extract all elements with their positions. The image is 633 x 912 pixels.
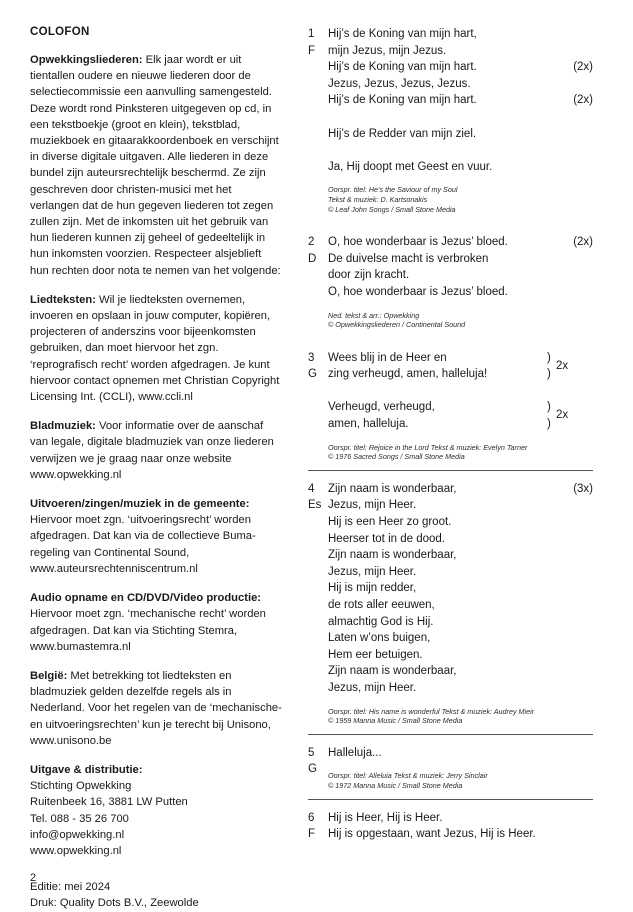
lyric-line <box>328 810 593 827</box>
lyric-text: Heerser tot in de dood. <box>328 532 445 545</box>
lyric-line <box>328 614 593 631</box>
section-lead: België: <box>30 669 68 682</box>
credit-line: © Leaf John Songs / Small Stone Media <box>328 204 456 214</box>
song-credits <box>328 707 593 726</box>
lyric-line: amen, halleluja. <box>328 418 409 431</box>
lyric-spacer <box>328 142 593 159</box>
lyric-repeat <box>583 126 593 143</box>
lyric-repeat <box>583 597 593 614</box>
lyric-line: Verheugd, verheugd, <box>328 401 435 414</box>
song-key: Es <box>308 499 322 512</box>
lyric-text: Hij’s de Koning van mijn hart. <box>328 94 477 107</box>
lyric-text: O, hoe wonderbaar is Jezus’ bloed. <box>328 236 508 249</box>
lyric-line <box>328 159 593 176</box>
song-number: 2 <box>308 236 315 249</box>
lyric-group <box>328 350 593 383</box>
lyric-repeat <box>583 514 593 531</box>
lyric-text: Hem eer betuigen. <box>328 648 423 661</box>
lyric-spacer <box>328 109 593 126</box>
credit-line: Oorspr. titel: He’s the Saviour of my Soul <box>328 185 458 195</box>
brace-top: ) <box>547 401 551 414</box>
colofon-head-uitvoeren: Uitvoeren/zingen/muziek in de gemeente: <box>30 498 250 511</box>
lyric-text: Jezus, mijn Heer. <box>328 681 417 694</box>
lyric-line <box>328 59 593 76</box>
lyric-text: Zijn naam is wonderbaar, <box>328 665 457 678</box>
section-text: Met betrekking tot liedteksten en bladmuziek gelden dezelfde regels als in Nederland. Voor het regelen van de ‘mechanische- en uitvoeringsrechten’ kun je terecht bij Unisono, www.unisono.be <box>30 669 282 747</box>
credit-line: © 1972 Manna Music / Small Stone Media <box>328 780 463 790</box>
edition-line: Druk: Quality Dots B.V., Zeewolde <box>30 897 199 910</box>
song-number: 6 <box>308 811 315 824</box>
lyric-line <box>328 251 593 268</box>
lyric-repeat <box>583 745 593 762</box>
lyric-text: mijn Jezus, mijn Jezus. <box>328 44 447 57</box>
song-marks <box>308 350 328 462</box>
lyric-repeat <box>583 251 593 268</box>
lyric-line <box>328 481 593 498</box>
section-divider <box>308 799 593 800</box>
song-key: D <box>308 252 317 265</box>
lyric-line <box>328 234 593 251</box>
lyric-group <box>328 399 593 432</box>
lyric-line <box>328 43 593 60</box>
credit-line: Ned. tekst & arr.: Opwekking <box>328 310 420 320</box>
lyric-repeat <box>583 497 593 514</box>
colofon-body-audio: Hiervoor moet zgn. ‘mechanische recht’ worden afgedragen. Dat kan via Stichting Stemra, www.bumastemra.nl <box>30 608 266 653</box>
lyric-line <box>328 663 593 680</box>
lyric-line <box>328 267 593 284</box>
lyric-repeat: (2x) <box>573 94 593 107</box>
song-credits <box>328 443 593 462</box>
song-entry <box>308 234 593 330</box>
lyric-text: Hij is een Heer zo groot. <box>328 516 452 529</box>
song-gap <box>308 220 593 234</box>
song-marks <box>308 26 328 214</box>
lyric-repeat <box>583 826 593 843</box>
song-marks <box>308 481 328 726</box>
brace-bottom: ) <box>547 418 551 431</box>
repeat-brace <box>547 350 593 383</box>
colofon-section-belgie <box>30 668 282 749</box>
song-lyrics <box>328 350 593 462</box>
lyric-repeat <box>583 159 593 176</box>
lyric-text: door zijn kracht. <box>328 269 410 282</box>
song-lyrics <box>328 481 593 726</box>
lyric-text: Hij’s de Koning van mijn hart. <box>328 61 477 74</box>
lyric-repeat <box>583 614 593 631</box>
lyric-text: Halleluja... <box>328 746 382 759</box>
lyric-text: Laten w’ons buigen, <box>328 632 431 645</box>
repeat-brace <box>547 399 593 432</box>
section-text: Voor informatie over de aanschaf van legale, digitale bladmuziek van onze liederen verwijzen we je graag naar onze website www.opwekking.nl <box>30 420 274 481</box>
lyric-repeat <box>583 564 593 581</box>
song-credits <box>328 185 593 214</box>
colofon-body-uitvoeren: Hiervoor moet zgn. ‘uitvoeringsrecht’ worden afgedragen. Dat kan via de collectieve Buma-regeling van Continental Sound, www.auteursrechtenniscentrum.nl <box>30 514 256 575</box>
lyric-repeat <box>583 26 593 43</box>
lyric-line <box>328 630 593 647</box>
song-entry <box>308 810 593 843</box>
page-number: 2 <box>30 872 37 884</box>
songs-column <box>308 26 593 856</box>
lyric-repeat: (2x) <box>573 61 593 74</box>
credit-line: Oorspr. titel: Rejoice in the Lord Tekst & muziek: Evelyn Tarner <box>328 442 528 452</box>
publisher-email[interactable]: info@opwekking.nl <box>30 828 125 841</box>
lyric-text: Ja, Hij doopt met Geest en vuur. <box>328 160 493 173</box>
song-entry <box>308 745 593 791</box>
lyric-line <box>328 514 593 531</box>
lyric-repeat: (3x) <box>573 482 593 495</box>
lyric-text: Hij is Heer, Hij is Heer. <box>328 811 443 824</box>
section-text: Elk jaar wordt er uit tientallen oudere en nieuwe liederen door de selectiecommissie een aanvulling samengesteld. Deze wordt rond Pinksteren uitgegeven op cd, in een tekstboekje (groot en klein), tekstblad, muziekboek en gitaarakkoordenboek en verschijnt in diverse digitale uitgaven. Alle liederen in deze bundel zijn auteursrechtelijk beschermd. Ze zijn geschreven door christen-musici met het verlangen dat de hun gegeven liederen tot zegen zullen zijn. Met de inkomsten uit het gebruik van hun liederen kunnen zij geheel of gedeeltelijk in hun inkomsten voorzien. Respecteer alsjeblieft hun rechten door nota te nemen van het volgende: <box>30 54 281 277</box>
song-key: G <box>308 763 317 776</box>
lyric-text: Zijn naam is wonderbaar, <box>328 549 457 562</box>
lyric-repeat <box>583 284 593 301</box>
edition-line: Editie: mei 2024 <box>30 881 111 894</box>
lyric-line <box>328 284 593 301</box>
lyric-text: Hij’s de Koning van mijn hart, <box>328 28 477 40</box>
lyric-repeat: (2x) <box>573 236 593 249</box>
lyric-text: almachtig God is Hij. <box>328 615 434 628</box>
lyric-repeat <box>583 531 593 548</box>
song-key: F <box>308 44 316 57</box>
colofon-head-audio: Audio opname en CD/DVD/Video productie: <box>30 592 262 605</box>
lyric-repeat <box>583 43 593 60</box>
lyric-repeat <box>583 647 593 664</box>
page-title: COLOFON <box>30 26 90 38</box>
edition-block <box>30 879 282 911</box>
lyric-text: Hij’s de Redder van mijn ziel. <box>328 127 477 140</box>
song-credits <box>328 771 593 790</box>
song-number: 1 <box>308 28 315 40</box>
lyric-line: Wees blij in de Heer en <box>328 351 447 364</box>
credit-line: Tekst & muziek: D. Kartsonakis <box>328 194 428 204</box>
colofon-head-uitgave: Uitgave & distributie: <box>30 763 143 776</box>
lyric-repeat <box>583 267 593 284</box>
credit-line: Oorspr. titel: His name is wonderful Tekst & muziek: Audrey Mieir <box>328 706 535 716</box>
song-entry <box>308 481 593 726</box>
section-text: Wil je liedteksten overnemen, invoeren en opslaan in jouw computer, kopiëren, projecteren of anderszins voor bijeenkomsten gebruiken, dan moet hiervoor het zgn. ‘reprografisch recht’ worden afgedragen. Je kunt hiervoor contact opnemen met Christian Copyright Licensing Int. (CCLI), www.ccli.nl <box>30 293 280 404</box>
brace-bottom: ) <box>547 368 551 381</box>
section-lead: Opwekkingsliederen: <box>30 54 143 66</box>
song-key: G <box>308 368 317 381</box>
lyric-repeat <box>583 680 593 697</box>
lyric-line <box>328 826 593 843</box>
lyric-text: Jezus, mijn Heer. <box>328 565 417 578</box>
song-lyrics <box>328 234 593 330</box>
section-lead: Bladmuziek: <box>30 420 96 433</box>
song-marks <box>308 745 328 791</box>
lyric-line <box>328 92 593 109</box>
publisher-line: Ruitenbeek 16, 3881 LW Putten <box>30 796 188 809</box>
song-entry <box>308 26 593 214</box>
lyric-line <box>328 26 593 43</box>
lyric-line <box>328 126 593 143</box>
lyric-repeat <box>583 76 593 93</box>
repeat-count: 2x <box>556 409 569 422</box>
credit-line: © Opwekkingsliederen / Continental Sound <box>328 320 466 330</box>
lyric-line <box>328 76 593 93</box>
brace-top: ) <box>547 351 551 364</box>
lyric-line <box>328 680 593 697</box>
publisher-line: Stichting Opwekking <box>30 780 132 793</box>
page-columns <box>30 26 611 910</box>
repeat-count: 2x <box>556 359 569 372</box>
publisher-line: Tel. 088 - 35 26 700 <box>30 812 129 825</box>
song-key: F <box>308 828 316 841</box>
lyric-text: Jezus, Jezus, Jezus, Jezus. <box>328 77 471 90</box>
song-number: 4 <box>308 482 315 495</box>
song-marks <box>308 810 328 843</box>
lyric-repeat <box>583 810 593 827</box>
lyric-text: Jezus, mijn Heer. <box>328 499 417 512</box>
lyric-text: Hij is opgestaan, want Jezus, Hij is Heer. <box>328 828 536 841</box>
lyric-repeat <box>583 580 593 597</box>
lyric-text: O, hoe wonderbaar is Jezus’ bloed. <box>328 285 508 298</box>
lyric-text: Hij is mijn redder, <box>328 582 417 595</box>
lyric-repeat <box>583 547 593 564</box>
song-marks <box>308 234 328 330</box>
lyric-repeat <box>583 630 593 647</box>
song-number: 5 <box>308 746 315 759</box>
song-entry <box>308 350 593 462</box>
song-gap <box>308 336 593 350</box>
song-lyrics <box>328 810 593 843</box>
song-credits <box>328 311 593 330</box>
lyric-group-lines <box>328 399 547 432</box>
lyric-line <box>328 597 593 614</box>
lyric-line <box>328 547 593 564</box>
publisher-website[interactable]: www.opwekking.nl <box>30 844 122 857</box>
credit-line: © 1959 Manna Music / Small Stone Media <box>328 716 463 726</box>
credit-line: Oorspr. titel: Alleluia Tekst & muziek: Jerry Sinclair <box>328 771 488 781</box>
lyric-group-lines <box>328 350 547 383</box>
song-lyrics <box>328 745 593 791</box>
lyric-repeat <box>583 663 593 680</box>
lyric-text: De duivelse macht is verbroken <box>328 252 489 265</box>
colofon-section-opwekkingsliederen <box>30 52 282 279</box>
colofon-section-bladmuziek <box>30 418 282 483</box>
song-lyrics <box>328 26 593 214</box>
section-divider <box>308 734 593 735</box>
lyric-line <box>328 647 593 664</box>
lyric-line <box>328 497 593 514</box>
colofon-section-liedteksten <box>30 292 282 405</box>
lyric-line <box>328 564 593 581</box>
lyric-text: de rots aller eeuwen, <box>328 599 435 611</box>
song-number: 3 <box>308 351 315 364</box>
section-divider <box>308 470 593 471</box>
lyric-line: zing verheugd, amen, halleluja! <box>328 368 488 381</box>
lyric-line <box>328 745 593 762</box>
lyric-line <box>328 580 593 597</box>
credit-line: © 1976 Sacred Songs / Small Stone Media <box>328 452 465 462</box>
section-lead: Liedteksten: <box>30 293 96 306</box>
lyric-text: Zijn naam is wonderbaar, <box>328 482 457 495</box>
colofon-column <box>30 26 282 910</box>
lyric-line <box>328 531 593 548</box>
lyric-spacer <box>328 383 593 400</box>
